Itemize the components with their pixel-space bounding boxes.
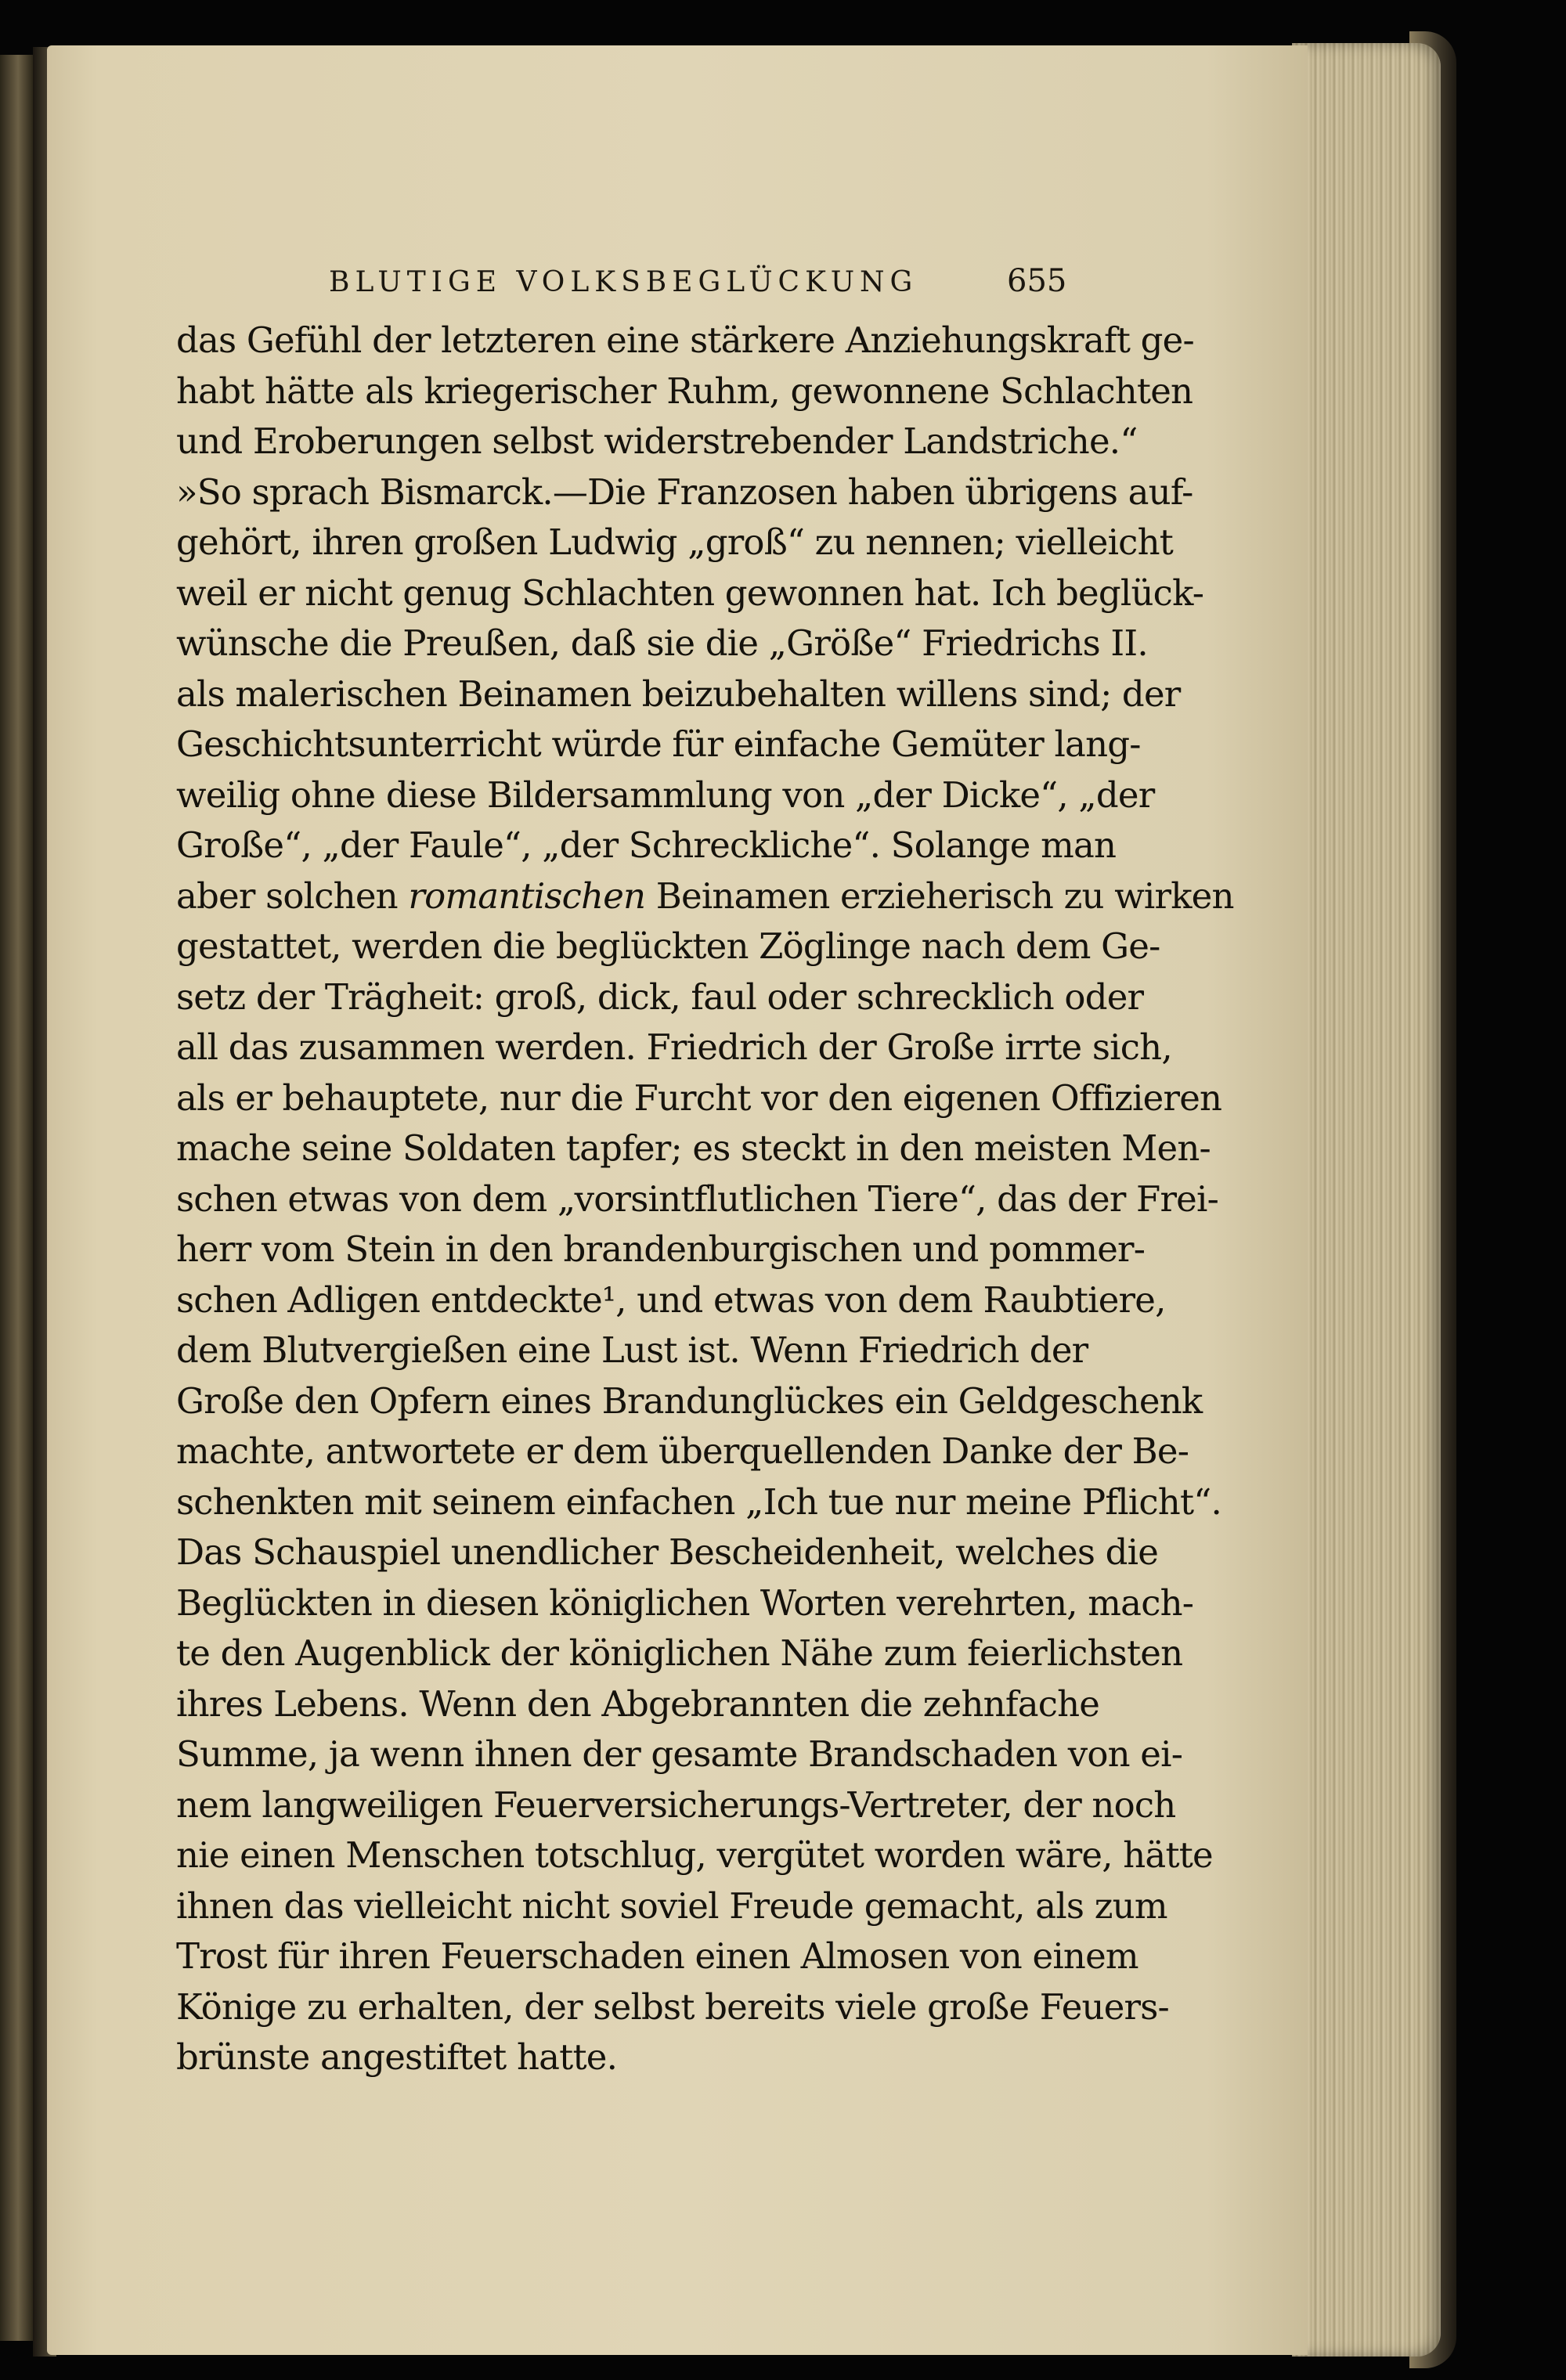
text-segment: machte, antwortete er dem überquellenden Danke der Be- — [176, 1430, 1189, 1472]
text-segment: all das zusammen werden. Friedrich der Große irrte sich, — [176, 1026, 1172, 1068]
text-segment: Beinamen erzieherisch zu wirken — [645, 874, 1234, 917]
body-text — [176, 316, 1234, 2083]
text-line — [176, 1830, 1213, 1881]
text-line — [176, 1174, 1219, 1225]
text-line — [176, 1729, 1183, 1780]
text-segment: als er behauptete, nur die Furcht vor den eigenen Offizieren — [176, 1076, 1222, 1119]
text-segment: habt hätte als kriegerischer Ruhm, gewonnene Schlachten — [176, 370, 1193, 412]
text-segment: schenkten mit seinem einfachen „Ich tue nur meine Pflicht“. — [176, 1480, 1221, 1523]
text-line — [176, 416, 1138, 467]
left-page-edge — [0, 55, 33, 2341]
text-line — [176, 366, 1193, 417]
text-line — [176, 1679, 1100, 1730]
text-line — [176, 1376, 1203, 1427]
text-segment: te den Augenblick der königlichen Nähe zum feierlichsten — [176, 1632, 1183, 1674]
text-segment: gehört, ihren großen Ludwig „groß“ zu nennen; vielleicht — [176, 521, 1174, 563]
text-line — [176, 1073, 1222, 1124]
text-segment: setz der Trägheit: groß, dick, faul oder schrecklich oder — [176, 975, 1144, 1018]
text-line — [176, 1628, 1183, 1679]
text-line — [176, 1881, 1167, 1932]
text-line — [176, 719, 1141, 770]
text-segment: weilig ohne diese Bildersammlung von „der Dicke“, „der — [176, 774, 1155, 816]
text-segment: brünste angestiftet hatte. — [176, 2036, 618, 2078]
text-line — [176, 316, 1194, 366]
text-segment: Große“, „der Faule“, „der Schreckliche“. Solange man — [176, 824, 1117, 866]
text-segment: das Gefühl der letzteren eine stärkere Anziehungskraft ge- — [176, 319, 1194, 361]
italic-segment: romantischen — [408, 874, 646, 917]
text-line — [176, 1224, 1146, 1275]
text-line — [176, 1426, 1189, 1477]
text-segment: gestattet, werden die beglückten Zöglinge nach dem Ge- — [176, 925, 1160, 967]
text-line — [176, 517, 1174, 568]
text-line — [176, 1325, 1088, 1376]
text-segment: als malerischen Beinamen beizubehalten willens sind; der — [176, 673, 1181, 715]
text-segment: ihnen das vielleicht nicht soviel Freude gemacht, als zum — [176, 1884, 1167, 1927]
text-segment: Trost für ihren Feuerschaden einen Almosen von einem — [176, 1935, 1138, 1977]
text-line — [176, 1022, 1172, 1073]
text-segment: herr vom Stein in den brandenburgischen und pommer- — [176, 1228, 1146, 1270]
text-line — [176, 972, 1144, 1023]
text-line — [176, 1477, 1221, 1528]
text-segment: mache seine Soldaten tapfer; es steckt in den meisten Men- — [176, 1127, 1211, 1169]
page-block-edge — [1292, 43, 1441, 2357]
text-segment: wünsche die Preußen, daß sie die „Größe“ Friedrichs II. — [176, 622, 1148, 664]
text-segment: schen etwas von dem „vorsintflutlichen Tiere“, das der Frei- — [176, 1177, 1219, 1220]
text-line — [176, 669, 1181, 720]
text-line — [176, 1123, 1211, 1174]
text-line — [176, 1527, 1159, 1578]
text-line — [176, 1931, 1138, 1982]
text-segment: Große den Opfern eines Brandunglückes ein Geldgeschenk — [176, 1379, 1203, 1422]
page-number: 655 — [1007, 263, 1067, 299]
text-segment: Könige zu erhalten, der selbst bereits viele große Feuers- — [176, 1985, 1169, 2028]
text-segment: Beglückten in diesen königlichen Worten verehrten, mach- — [176, 1581, 1194, 1624]
text-line — [176, 1578, 1194, 1629]
text-line — [176, 467, 1193, 518]
text-line — [176, 1780, 1176, 1831]
text-segment: und Eroberungen selbst widerstrebender Landstriche.“ — [176, 420, 1138, 462]
text-line — [176, 1982, 1169, 2033]
text-segment: dem Blutvergießen eine Lust ist. Wenn Friedrich der — [176, 1329, 1088, 1371]
text-segment: ihres Lebens. Wenn den Abgebrannten die zehnfache — [176, 1682, 1100, 1725]
text-line — [176, 770, 1155, 821]
text-line — [176, 820, 1117, 871]
text-line — [176, 2032, 1084, 2083]
book-page — [47, 45, 1308, 2355]
text-segment: nie einen Menschen totschlug, vergütet worden wäre, hätte — [176, 1834, 1213, 1876]
text-line — [176, 921, 1160, 972]
text-segment: Geschichtsunterricht würde für einfache Gemüter lang- — [176, 723, 1141, 765]
text-segment: Das Schauspiel unendlicher Bescheidenheit, welches die — [176, 1531, 1159, 1573]
text-segment: aber solchen — [176, 874, 409, 917]
text-segment: nem langweiligen Feuerversicherungs-Vertreter, der noch — [176, 1783, 1176, 1826]
text-line — [176, 568, 1204, 619]
text-segment: »So sprach Bismarck.—Die Franzosen haben übrigens auf- — [176, 471, 1193, 513]
text-line — [176, 618, 1148, 669]
running-head: BLUTIGE VOLKSBEGLÜCKUNG — [329, 266, 918, 298]
text-line — [176, 871, 1234, 922]
text-segment: Summe, ja wenn ihnen der gesamte Brandschaden von ei- — [176, 1733, 1183, 1775]
text-segment: weil er nicht genug Schlachten gewonnen hat. Ich beglück- — [176, 572, 1204, 614]
text-line — [176, 1275, 1166, 1326]
text-segment: schen Adligen entdeckte¹, und etwas von dem Raubtiere, — [176, 1278, 1166, 1321]
